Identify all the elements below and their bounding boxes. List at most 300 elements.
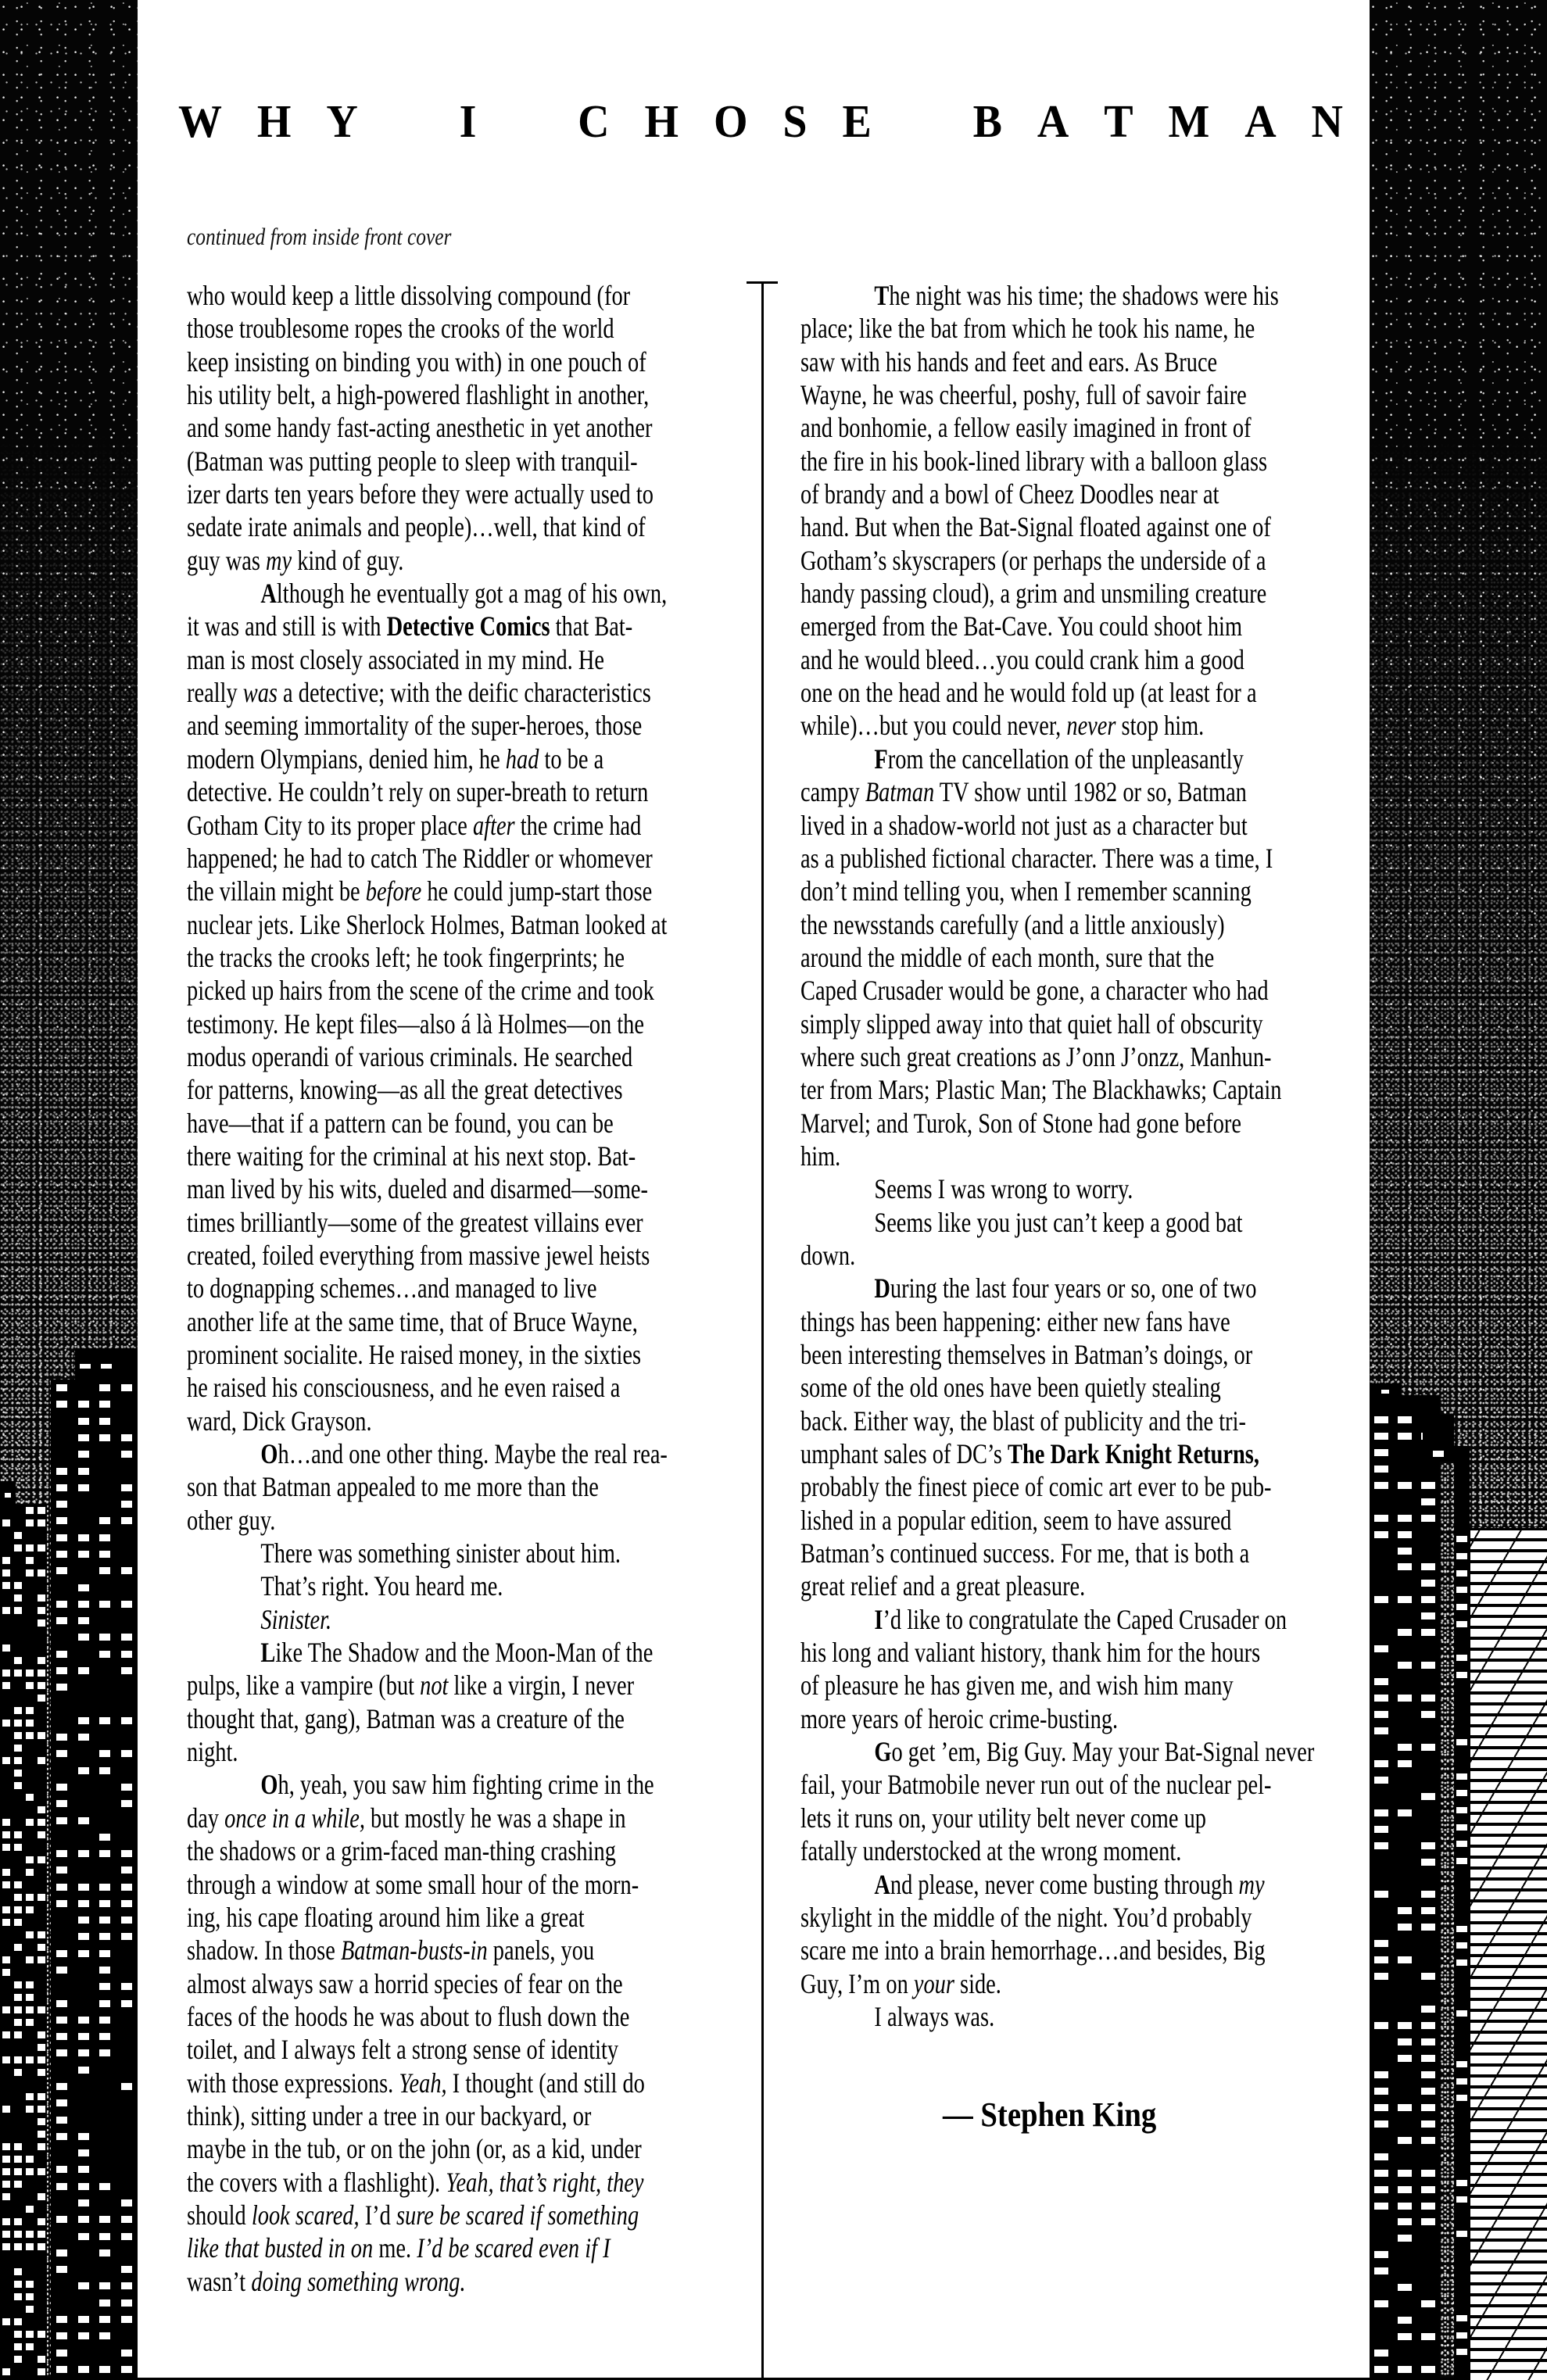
text-run: skylight in the middle of the night. You’d probably xyxy=(800,1901,1252,1933)
text-line xyxy=(187,2166,737,2199)
italic-text: once in a while, xyxy=(224,1802,365,1834)
text-line xyxy=(800,1834,1351,1867)
text-run: to dognapping schemes…and managed to live xyxy=(187,1272,597,1305)
text-run: Seems like you just can’t keep a good bat xyxy=(874,1206,1243,1238)
text-line xyxy=(187,1934,737,1967)
text-run: nuclear jets. Like Sherlock Holmes, Batman looked at xyxy=(187,908,668,940)
text-run: as a published fictional character. There was a time, I xyxy=(800,842,1273,874)
text-run: great relief and a great pleasure. xyxy=(800,1570,1086,1602)
text-line xyxy=(187,279,737,312)
text-line xyxy=(187,1834,737,1867)
text-run: Batman’s continued success. For me, that is both a xyxy=(800,1537,1250,1569)
text-run: really xyxy=(187,677,243,709)
text-line xyxy=(187,1040,737,1073)
text-run: to be a xyxy=(539,743,604,775)
text-run: down. xyxy=(800,1239,856,1271)
text-run: shadow. In those xyxy=(187,1934,341,1967)
text-run: Gotham’s skyscrapers (or perhaps the underside of a xyxy=(800,544,1266,576)
text-run: other guy. xyxy=(187,1504,276,1536)
bold-text: O xyxy=(260,1769,278,1801)
text-run: the newsstands carefully (and a little anxiously) xyxy=(800,908,1225,940)
text-run: he night was his time; the shadows were his xyxy=(889,280,1279,311)
bold-text: G xyxy=(874,1736,892,1768)
text-line xyxy=(187,378,737,411)
text-run: lished in a popular edition, seem to have assured xyxy=(800,1504,1232,1536)
title-letter: A xyxy=(1244,96,1277,148)
text-line xyxy=(800,842,1351,875)
text-run: son that Batman appealed to me more than the xyxy=(187,1471,599,1503)
text-run: and seeming immortality of the super-heroes, those xyxy=(187,710,643,742)
italic-text: Yeah, xyxy=(399,2067,447,2099)
title-letter: T xyxy=(1104,96,1133,148)
text-line xyxy=(800,411,1351,444)
text-run: where such great creations as J’onn J’onzz, Manhun- xyxy=(800,1040,1272,1072)
text-run: happened; he had to catch The Riddler or whomever xyxy=(187,842,653,874)
bold-text: Detective Comics xyxy=(386,610,550,642)
title-letter: S xyxy=(782,96,808,148)
text-run: sedate irate animals and people)…well, that kind of xyxy=(187,511,646,543)
text-line xyxy=(800,1140,1351,1172)
text-run: been interesting themselves in Batman’s doings, or xyxy=(800,1339,1253,1370)
text-line xyxy=(187,1405,737,1437)
text-line xyxy=(187,544,737,577)
text-run: the covers with a flashlight). xyxy=(187,2166,446,2198)
italic-text: Yeah, that’s right, they xyxy=(446,2166,644,2198)
text-run: one on the head and he would fold up (at least for a xyxy=(800,677,1257,709)
text-run: I always was. xyxy=(874,2000,995,2032)
text-line xyxy=(187,2067,737,2099)
text-run: of brandy and a bowl of Cheez Doodles near at xyxy=(800,478,1219,510)
text-line xyxy=(800,1504,1351,1537)
text-run: ike The Shadow and the Moon-Man of the xyxy=(275,1637,654,1669)
text-line xyxy=(187,345,737,378)
italic-text: your xyxy=(913,1967,954,1999)
text-line xyxy=(187,1338,737,1371)
text-run: o get ’em, Big Guy. May your Bat-Signal never xyxy=(891,1736,1315,1768)
text-line xyxy=(800,1073,1351,1106)
text-line xyxy=(187,1206,737,1239)
text-run: h…and one other thing. Maybe the real rea- xyxy=(278,1438,668,1470)
text-line xyxy=(800,709,1351,742)
left-text-column xyxy=(187,279,875,2298)
text-line xyxy=(187,974,737,1007)
text-run: another life at the same time, that of Bruce Wayne, xyxy=(187,1305,638,1337)
text-line xyxy=(800,510,1351,543)
text-line xyxy=(800,875,1351,907)
text-line xyxy=(800,1636,1351,1669)
text-line xyxy=(800,1239,1351,1272)
text-line xyxy=(800,1735,1351,1768)
text-run: guy was xyxy=(187,544,266,576)
text-run: ing, his cape floating around him like a great xyxy=(187,1901,585,1933)
bold-text: A xyxy=(260,578,277,610)
text-run: stop him. xyxy=(1115,710,1205,742)
text-line xyxy=(800,312,1351,345)
italic-text: Sinister. xyxy=(260,1603,332,1635)
text-run: almost always saw a horrid species of fear on the xyxy=(187,1967,623,1999)
text-line xyxy=(800,743,1351,775)
text-run: There was something sinister about him. xyxy=(260,1537,621,1569)
text-run: toilet, and I always felt a strong sense of identity xyxy=(187,2034,619,2066)
text-run: lets it runs on, your utility belt never come up xyxy=(800,1802,1206,1834)
text-run: the tracks the crooks left; he took fingerprints; he xyxy=(187,941,625,973)
text-line xyxy=(800,478,1351,510)
text-line xyxy=(187,1802,737,1834)
text-line xyxy=(187,2231,737,2264)
text-line xyxy=(800,1934,1351,1967)
text-line xyxy=(187,2199,737,2231)
text-run: kind of guy. xyxy=(292,544,404,576)
text-run: think), sitting under a tree in our backyard, or xyxy=(187,2099,592,2131)
text-line xyxy=(187,1669,737,1702)
italic-text: not xyxy=(420,1670,449,1702)
text-run: saw with his hands and feet and ears. As Bruce xyxy=(800,345,1218,378)
text-line xyxy=(187,2132,737,2165)
text-run: lthough he eventually got a mag of his own, xyxy=(276,578,668,610)
text-run: modern Olympians, denied him, he xyxy=(187,743,506,775)
text-run: hand. But when the Bat-Signal floated against one of xyxy=(800,511,1271,543)
text-line xyxy=(800,1537,1351,1569)
text-line xyxy=(187,1107,737,1140)
title-letter: E xyxy=(842,96,872,148)
text-line xyxy=(187,2000,737,2033)
italic-text: before xyxy=(365,875,422,907)
italic-text: was xyxy=(242,677,278,709)
title-letter: O xyxy=(713,96,748,148)
text-run: faces of the hoods he was about to flush down the xyxy=(187,2000,630,2032)
title-letter: C xyxy=(578,96,610,148)
text-line xyxy=(800,1305,1351,1338)
text-line xyxy=(187,709,737,742)
italic-text: Batman-busts-in xyxy=(340,1934,488,1967)
text-line xyxy=(187,478,737,510)
text-run: ter from Mars; Plastic Man; The Blackhawks; Captain xyxy=(800,1074,1282,1106)
text-run: that Bat- xyxy=(550,610,633,642)
bold-text: T xyxy=(874,280,890,311)
text-run: maybe in the tub, or on the john (or, as a kid, under xyxy=(187,2133,642,2165)
text-run: testimony. He kept files—also á là Holmes—on the xyxy=(187,1007,644,1040)
skyscraper xyxy=(0,1505,47,2378)
title-letter: M xyxy=(1168,96,1210,148)
author-signature: — Stephen King xyxy=(943,2095,1157,2134)
text-line xyxy=(187,1007,737,1040)
italic-text: my xyxy=(265,544,292,576)
text-run: I thought (and still do xyxy=(446,2067,645,2099)
text-line xyxy=(800,1470,1351,1503)
italic-text: sure be scared if something xyxy=(396,2199,639,2231)
text-run: uring the last four years or so, one of two xyxy=(890,1272,1257,1305)
text-line xyxy=(800,809,1351,842)
text-line xyxy=(187,1305,737,1338)
text-run: like a virgin, I never xyxy=(448,1670,635,1702)
text-run: there waiting for the criminal at his next stop. Bat- xyxy=(187,1140,636,1172)
text-run: created, foiled everything from massive jewel heists xyxy=(187,1239,650,1271)
text-line xyxy=(800,1603,1351,1636)
text-run: pulps, like a vampire (but xyxy=(187,1670,421,1702)
text-run: Wayne, he was cheerful, poshy, full of savoir faire xyxy=(800,379,1247,411)
text-line xyxy=(800,1007,1351,1040)
right-text-column xyxy=(800,279,1488,2033)
text-run: That’s right. You heard me. xyxy=(260,1570,503,1602)
text-line xyxy=(187,1470,737,1503)
text-run: while)…but you could never, xyxy=(800,710,1067,742)
title-letter: H xyxy=(644,96,679,148)
text-run: night. xyxy=(187,1736,238,1768)
text-line xyxy=(187,411,737,444)
text-line xyxy=(187,1371,737,1404)
text-line xyxy=(187,1636,737,1669)
text-run: his long and valiant history, thank him for the hours xyxy=(800,1637,1261,1669)
text-line xyxy=(187,1239,737,1272)
text-line xyxy=(800,974,1351,1007)
title-letter: B xyxy=(972,96,1002,148)
text-run: but mostly he was a shape in xyxy=(364,1802,626,1834)
text-run: thought that, gang), Batman was a creature of the xyxy=(187,1702,625,1734)
text-line xyxy=(187,1073,737,1106)
article-page xyxy=(138,0,1370,2378)
text-run: with those expressions. xyxy=(187,2067,399,2099)
text-run: campy xyxy=(800,776,865,808)
text-run: some of the old ones have been quietly stealing xyxy=(800,1372,1221,1404)
text-run: prominent socialite. He raised money, in the sixties xyxy=(187,1339,642,1370)
text-line xyxy=(187,1603,737,1636)
text-line xyxy=(800,908,1351,941)
text-run: the crime had xyxy=(514,809,642,841)
text-run: him. xyxy=(800,1140,841,1172)
text-run: umphant sales of DC’s xyxy=(800,1438,1008,1470)
text-run: ward, Dick Grayson. xyxy=(187,1405,372,1437)
title-word-gap xyxy=(511,99,543,145)
skyscraper xyxy=(75,1348,138,1383)
bold-text: I xyxy=(874,1603,883,1635)
text-run: nd please, never come busting through xyxy=(890,1868,1239,1900)
text-line xyxy=(187,1901,737,1934)
text-line xyxy=(187,2033,737,2066)
text-run: fatally understocked at the wrong moment. xyxy=(800,1835,1182,1867)
italic-text: Batman xyxy=(865,776,935,808)
text-line xyxy=(187,577,737,610)
text-run: emerged from the Bat-Cave. You could shoot him xyxy=(800,610,1243,642)
text-line xyxy=(800,345,1351,378)
text-line xyxy=(800,378,1351,411)
text-run: me. xyxy=(373,2232,417,2264)
italic-text: never xyxy=(1066,710,1116,742)
text-line xyxy=(187,1537,737,1569)
text-run: lived in a shadow-world not just as a character but xyxy=(800,809,1248,841)
text-run: (Batman was putting people to sleep with tranquil- xyxy=(187,445,638,477)
text-run: don’t mind telling you, when I remember scanning xyxy=(800,875,1252,907)
bold-text: F xyxy=(874,743,888,775)
text-run: a detective; with the deific characteristics xyxy=(277,677,651,709)
text-run: place; like the bat from which he took his name, he xyxy=(800,313,1255,345)
text-line xyxy=(800,1371,1351,1404)
text-line xyxy=(800,1040,1351,1073)
title-letter: W xyxy=(178,96,222,148)
text-line xyxy=(800,1768,1351,1801)
text-run: for patterns, knowing—as all the great detectives xyxy=(187,1074,623,1106)
title-letter: N xyxy=(1311,96,1343,148)
text-line xyxy=(187,743,737,775)
text-line xyxy=(187,643,737,676)
title-letter: H xyxy=(256,96,292,148)
text-run: who would keep a little dissolving compound (for xyxy=(187,280,631,311)
text-line xyxy=(187,2099,737,2132)
italic-text: had xyxy=(505,743,539,775)
text-run: fail, your Batmobile never run out of the nuclear pel- xyxy=(800,1769,1272,1801)
text-run: Guy, I’m on xyxy=(800,1967,914,1999)
text-line xyxy=(187,908,737,941)
text-line xyxy=(800,1702,1351,1735)
text-run: and bonhomie, a fellow easily imagined in front of xyxy=(800,412,1252,444)
text-line xyxy=(187,1569,737,1602)
text-line xyxy=(187,2265,737,2298)
text-run: back. Either way, the blast of publicity and the tri- xyxy=(800,1405,1246,1437)
italic-text: like that busted in on xyxy=(187,2232,374,2264)
text-run: more years of heroic crime-busting. xyxy=(800,1702,1119,1734)
text-run: Marvel; and Turok, Son of Stone had gone before xyxy=(800,1107,1241,1139)
text-run: probably the finest piece of comic art ever to be pub- xyxy=(800,1471,1272,1503)
text-run: times brilliantly—some of the greatest villains ever xyxy=(187,1206,643,1238)
text-run: detective. He couldn’t rely on super-breath to return xyxy=(187,776,649,808)
text-line xyxy=(187,875,737,907)
title-letter: I xyxy=(459,96,477,148)
text-line xyxy=(800,610,1351,642)
text-run: modus operandi of various criminals. He searched xyxy=(187,1040,633,1072)
text-run: simply slipped away into that quiet hall of obscurity xyxy=(800,1007,1263,1040)
text-line xyxy=(187,1172,737,1205)
text-line xyxy=(187,941,737,974)
bold-text: A xyxy=(874,1868,890,1900)
text-run: picked up hairs from the scene of the crime and took xyxy=(187,975,654,1007)
text-line xyxy=(800,2000,1351,2033)
text-run: his utility belt, a high-powered flashlight in another, xyxy=(187,379,650,411)
text-run: day xyxy=(187,1802,225,1834)
text-run: keep insisting on binding you with) in one pouch of xyxy=(187,345,646,378)
text-run: around the middle of each month, sure that the xyxy=(800,941,1215,973)
text-line xyxy=(800,1107,1351,1140)
text-line xyxy=(800,1172,1351,1205)
text-run: through a window at some small hour of the morn- xyxy=(187,1868,639,1900)
article-title xyxy=(178,96,1343,148)
text-run: the villain might be xyxy=(187,875,366,907)
text-line xyxy=(800,775,1351,808)
title-word-gap xyxy=(393,99,424,145)
text-line xyxy=(800,1901,1351,1934)
text-run: should xyxy=(187,2199,252,2231)
text-line xyxy=(187,610,737,642)
italic-text: doing something wrong. xyxy=(251,2265,466,2297)
text-line xyxy=(187,1437,737,1470)
text-run: izer darts ten years before they were actually used to xyxy=(187,478,654,510)
text-run: rom the cancellation of the unpleasantly xyxy=(887,743,1244,775)
text-line xyxy=(800,445,1351,478)
text-run: panels, you xyxy=(487,1934,595,1967)
text-run: Gotham City to its proper place xyxy=(187,809,473,841)
text-run: he could jump-start those xyxy=(421,875,653,907)
text-run: Caped Crusader would be gone, a character who had xyxy=(800,975,1269,1007)
text-run: wasn’t xyxy=(187,2265,252,2297)
text-line xyxy=(187,312,737,345)
italic-text: my xyxy=(1238,1868,1265,1900)
text-run: of pleasure he has given me, and wish him many xyxy=(800,1670,1234,1702)
text-line xyxy=(187,809,737,842)
text-run: h, yeah, you saw him fighting crime in the xyxy=(278,1769,654,1801)
text-line xyxy=(800,544,1351,577)
skyscraper xyxy=(51,1380,138,2378)
text-line xyxy=(800,1669,1351,1702)
text-line xyxy=(187,1702,737,1735)
text-line xyxy=(800,1569,1351,1602)
text-run: have—that if a pattern can be found, you can be xyxy=(187,1107,614,1139)
text-line xyxy=(800,1437,1351,1470)
bold-text: L xyxy=(260,1637,276,1669)
text-run: and he would bleed…you could crank him a good xyxy=(800,643,1244,675)
text-line xyxy=(187,1868,737,1901)
text-run: those troublesome ropes the crooks of the world xyxy=(187,313,614,345)
text-run: handy passing cloud), a grim and unsmiling creature xyxy=(800,578,1267,610)
text-line xyxy=(800,643,1351,676)
text-line xyxy=(187,1768,737,1801)
text-line xyxy=(187,1140,737,1172)
text-line xyxy=(800,1802,1351,1834)
text-line xyxy=(187,1504,737,1537)
text-line xyxy=(800,1405,1351,1437)
text-line xyxy=(800,577,1351,610)
text-line xyxy=(800,279,1351,312)
text-run: it was and still is with xyxy=(187,610,387,642)
title-letter: Y xyxy=(326,96,358,148)
text-run: I’d xyxy=(359,2199,396,2231)
text-run: man lived by his wits, dueled and disarmed—some- xyxy=(187,1173,648,1205)
text-run: ’d like to congratulate the Caped Crusader on xyxy=(883,1603,1287,1635)
column-divider xyxy=(761,282,764,2378)
text-run: the shadows or a grim-faced man-thing crashing xyxy=(187,1835,616,1867)
bold-text: D xyxy=(874,1272,890,1305)
italic-text: look scared, xyxy=(251,2199,360,2231)
skyscraper xyxy=(0,1481,16,1509)
text-run: scare me into a brain hemorrhage…and besides, Big xyxy=(800,1934,1266,1967)
text-run: man is most closely associated in my mind. He xyxy=(187,643,604,675)
text-run: Seems I was wrong to worry. xyxy=(874,1173,1133,1205)
bold-text: The Dark Knight Returns, xyxy=(1008,1438,1259,1470)
text-run: side. xyxy=(954,1967,1001,1999)
text-line xyxy=(800,1967,1351,2000)
text-run: and some handy fast-acting anesthetic in yet another xyxy=(187,412,653,444)
italic-text: after xyxy=(472,809,515,841)
text-line xyxy=(800,676,1351,709)
text-line xyxy=(187,1967,737,2000)
title-word-gap xyxy=(907,99,938,145)
text-line xyxy=(187,510,737,543)
text-line xyxy=(187,775,737,808)
text-line xyxy=(800,941,1351,974)
italic-text: I’d be scared even if I xyxy=(417,2232,611,2264)
text-run: he raised his consciousness, and he even raised a xyxy=(187,1372,621,1404)
continued-note: continued from inside front cover xyxy=(187,223,452,250)
text-line xyxy=(187,1735,737,1768)
text-line xyxy=(800,1206,1351,1239)
text-line xyxy=(800,1338,1351,1371)
text-line xyxy=(187,1272,737,1305)
text-line xyxy=(187,445,737,478)
text-line xyxy=(187,676,737,709)
text-line xyxy=(800,1272,1351,1305)
text-run: the fire in his book-lined library with a balloon glass xyxy=(800,445,1268,477)
text-run: things has been happening: either new fans have xyxy=(800,1305,1230,1337)
bold-text: O xyxy=(260,1438,278,1470)
text-line xyxy=(187,842,737,875)
text-run: TV show until 1982 or so, Batman xyxy=(934,776,1247,808)
